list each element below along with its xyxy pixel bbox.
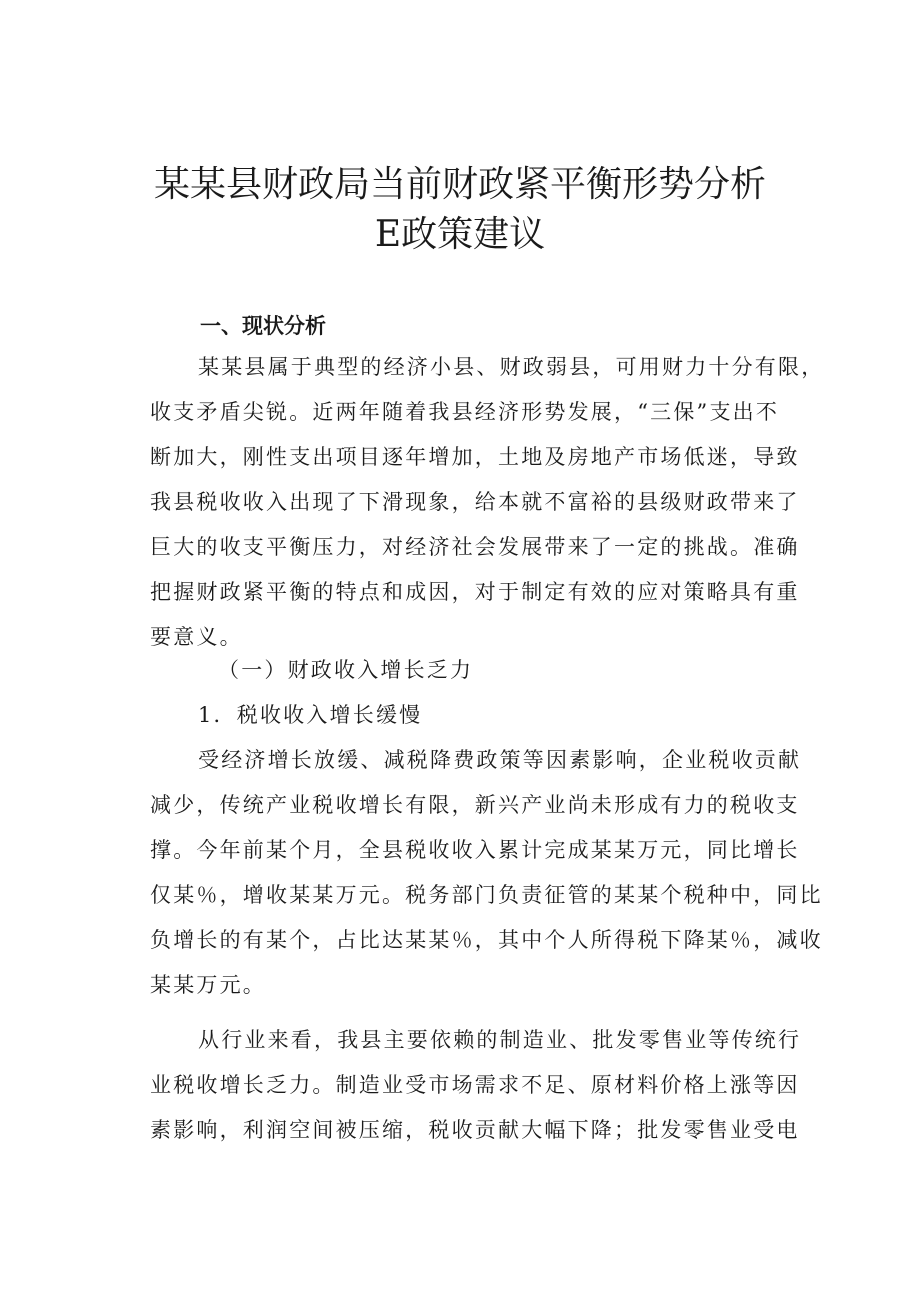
document-title-line-1: 某某县财政局当前财政紧平衡形势分析 [153,164,766,205]
paragraph-line: 从行业来看，我县主要依赖的制造业、批发零售业等传统行 [198,1028,802,1052]
paragraph-line: 撑。今年前某个月，全县税收收入累计完成某某万元，同比增长 [150,838,800,862]
paragraph-line: 业税收增长乏力。制造业受市场需求不足、原材料价格上涨等因 [150,1073,800,1097]
paragraph-line: 某某万元。 [150,973,266,997]
item-heading-tax-revenue: 1．税收收入增长缓慢 [198,703,423,727]
paragraph-line: 要意义。 [150,625,243,649]
paragraph-line: 某某县属于典型的经济小县、财政弱县，可用财力十分有限， [198,355,825,379]
paragraph-line: 断加大，刚性支出项目逐年增加，土地及房地产市场低迷，导致 [150,445,800,469]
section-heading-status-analysis: 一、现状分析 [200,314,326,338]
paragraph-line: 仅某％，增收某某万元。税务部门负责征管的某某个税种中，同比 [150,883,823,907]
paragraph-line: 收支矛盾尖锐。近两年随着我县经济形势发展，“三保”支出不 [150,400,780,424]
paragraph-line: 受经济增长放缓、减税降费政策等因素影响，企业税收贡献 [198,748,802,772]
paragraph-line: 巨大的收支平衡压力，对经济社会发展带来了一定的挑战。准确 [150,535,800,559]
paragraph-line: 减少，传统产业税收增长有限，新兴产业尚未形成有力的税收支 [150,793,800,817]
paragraph-line: 把握财政紧平衡的特点和成因，对于制定有效的应对策略具有重 [150,580,800,604]
paragraph-line: 负增长的有某个，占比达某某％，其中个人所得税下降某％，减收 [150,928,823,952]
document-title-line-2: E政策建议 [374,214,546,255]
paragraph-line: 我县税收收入出现了下滑现象，给本就不富裕的县级财政带来了 [150,490,800,514]
paragraph-line: 素影响，利润空间被压缩，税收贡献大幅下降；批发零售业受电 [150,1118,800,1142]
subsection-heading-revenue: （一）财政收入增长乏力 [218,658,474,682]
